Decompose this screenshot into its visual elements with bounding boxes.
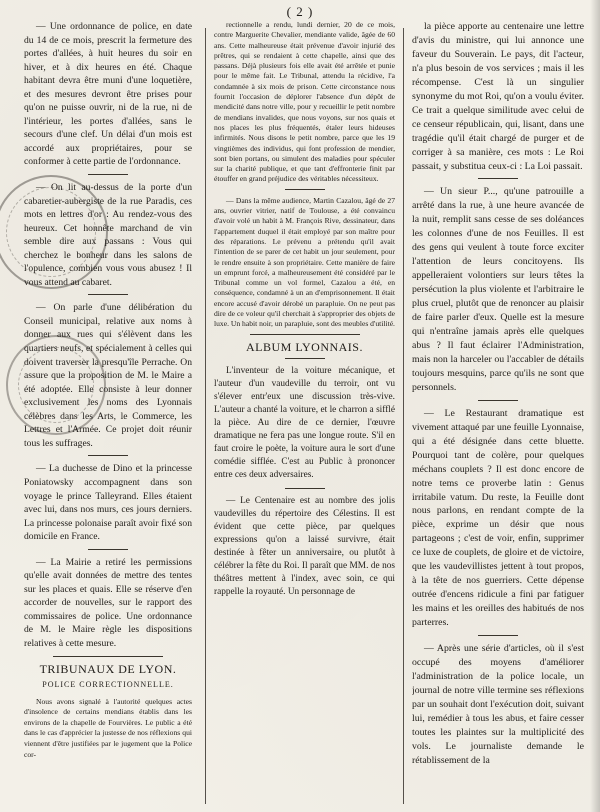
column-divider (403, 28, 404, 804)
separator-rule (88, 549, 128, 550)
separator-rule (250, 334, 360, 335)
page-number: ( 2 ) (286, 4, 314, 19)
binding-shadow (590, 0, 600, 812)
article-paragraph: — On parle d'une délibération du Conseil municipal, relative aux noms à donner aux rues qui s'élèvent dans les quartiers neufs, et spécialement à celles qui doivent traverser la presqu'île Perrache. On assure que la proposition de M. le Maire a été adoptée. Elle consiste à leur donner exclusivement les noms des Lyonnais célèbres dans les Arts, le Commerce, les Lettres et l'Armée. Ce projet doit réunir tous les suffrages. (24, 302, 192, 449)
column-3 (412, 20, 584, 808)
section-heading: TRIBUNAUX DE LYON. (39, 661, 177, 676)
article-paragraph: — Dans la même audience, Martin Cazalou, âgé de 27 ans, ouvrier vitrier, natif de Toulouse, a été convaincu d'avoir volé un habit à M. François Rive, dessinateur, dans l'appartement duquel il était employé par son maître pour des réparations. Le prévenu a prétendu qu'il avait l'intention de se parer de cet habit un jour seulement, pour le rendre ensuite à son propriétaire. Cette manière de faire un emprunt forcé, a malheureusement été considéré par le Tribunal comme un vol formel, Cazalou a été, en conséquence, condamné à un an d'emprisonnement. Il était encore accusé d'avoir dérobé un parapluie. On ne peut pas dire de ce voleur qu'il cherchait à s'approprier des objets de luxe. Un habit noir, un parapluie, sont des meubles d'utilité. (214, 195, 395, 329)
separator-rule (88, 294, 128, 295)
column-1 (24, 20, 192, 808)
article-paragraph: L'inventeur de la voiture mécanique, et l'auteur d'un vaudeville du terroir, ont vu s'élever entr'eux une discussion très-vive. L'auteur a chanté la voiture, et le charron a sifflé la pièce. Au dire de ce dernier, l'œuvre dramatique ne fera pas une longue route. S'il en faut croire le poète, la voiture aura le sort d'une comédie sifflée. C'est au Public à prononcer entre ces deux adversaires. (214, 365, 395, 481)
separator-rule (478, 400, 518, 401)
separator-rule (285, 358, 325, 359)
separator-rule (53, 656, 163, 657)
section-heading: ALBUM LYONNAIS. (246, 339, 363, 354)
separator-rule (285, 189, 325, 190)
article-paragraph: — Une ordonnance de police, en date du 14 de ce mois, prescrit la fermeture des portes d'allées, à huit heures du soir en hiver, et à dix heures en été. Chaque habitant devra être muni d'une loquetière, et des mesures devront être prises pour qu'on ne puisse ouvrir, ni de la rue, ni de l'intérieur, les portes d'allées, sans le secours d'une clef. Un délai d'un mois est accordé aux propriétaires, pour se conformer à cette partie de l'ordonnance. (24, 21, 192, 168)
article-paragraph: Nous avons signalé à l'autorité quelques actes d'insolence de certains mendians établis dans les environs de la chapelle de Fourvières. Le public a été dans le cas d'apprécier la justesse de nos réflexions qui viennent d'être justifiées par le jugement que la Police cor- (24, 696, 192, 759)
separator-rule (478, 178, 518, 179)
article-paragraph: la pièce apporte au centenaire une lettre d'avis du ministre, qui lui annonce une faveur du Souverain. Le pays, dit l'acteur, n'a plus besoin de vos services ; mais il les récompense. C'est là un singulier synonyme du mot Roi, qu'on a voulu éviter. Ce trait a quelque similitude avec celui de ce censeur républicain, qui, lisant, dans une tragédie qu'il était chargé de purger et de corriger à sa manière, ces mots : Le Roi passait, y substitua ceux-ci : La Loi passait. (412, 21, 584, 172)
section-subheading: POLICE CORRECTIONNELLE. (42, 680, 174, 690)
article-paragraph: — Le Restaurant dramatique est vivement attaqué par une feuille Lyonnaise, qui a été désignée dans cette bluette. Pourquoi tant de colère, pour quelques méchans couplets ? Il est donc encore de notre tems ce proverbe latin : Genus irritabile vatum. Du reste, la Feuille dont nous parlons, en rendant compte de la pièce, exprime un désir que nous partageons ; c'est de voir, enfin, supprimer ce luxe de couplets, de gloire et de victoire, que les vaudevillistes jettent à tout propos, à la tête de nos guerriers. Cette dépense outrée d'encens ridicule a fini par fatiguer les mains et les oreilles des habitués de nos parterres. (412, 407, 584, 629)
article-paragraph: — Le Centenaire est au nombre des jolis vaudevilles du répertoire des Célestins. Il est évident que cette pièce, par quelques expressions qu'on a laissé survivre, était destinée à fêter un anniversaire, ou plutôt à célébrer la fête du Roi. Il paraît que MM. de nos théâtres mettent à l'index, avec soin, ce qui rappelle la royauté. Un personnage de (214, 495, 395, 598)
column-divider (205, 28, 206, 804)
separator-rule (88, 455, 128, 456)
article-paragraph: — La duchesse de Dino et la princesse Poniatowsky accompagnent dans son voyage le prince Talleyrand. Elles étaient avec lui, dans nos murs, ces jours derniers. La princesse polonaise paraît avoir fixé son domicile en France. (24, 463, 192, 543)
article-paragraph: — Un sieur P..., qu'une patrouille a arrêté dans la rue, à une heure avancée de la nuit, remplit sans cesse de ses doléances les colonnes d'une de nos Feuilles. Il est des gens qui veulent à toute force exciter l'attention de leurs concitoyens. Ils appelleraient volontiers sur leurs têtes la persécution la plus violente et l'arbitraire le plus cruel, plutôt que de renoncer au plaisir de faire parler d'eux. Quelle est la mesure qui n'entraîne jamais après elle quelques abus ? Il faut éclairer l'Administration, mais non la harceler ou l'accabler de détails toujours mesquins, parce qu'ils ne sont que personnels. (412, 186, 584, 393)
separator-rule (285, 488, 325, 489)
article-paragraph: rectionnelle a rendu, lundi dernier, 20 de ce mois, contre Marguerite Chevalier, mendiante valide, âgée de 60 ans. Cette malheureuse était prévenue d'avoir injurié des prêtres, qui se rendaient à cette chapelle, ainsi que des passans. Déjà plusieurs fois elle avait été arrêtée et punie pour le même fait. Le Tribunal, attendu la récidive, l'a condamnée à six mois de prison. Cette circonstance nous fournit l'occasion de déplorer l'absence d'un dépôt de mendicité dans notre ville, pour y recueillir le petit nombre de mendians invalides, que nous voyons, sur nos quais et nos places les plus fréquentés, étaler leurs hideuses infirmités. Nous disons le petit nombre, parce que les 19 vingtièmes des individus, qui font profession de mendier, sont bien portans, ou simulent des maladies pour spéculer sur la charité publique, et que tant d'effronterie finit par étouffer en grand préjudice des véritables nécessiteux. (214, 20, 395, 184)
article-paragraph: — La Mairie a retiré les permissions qu'elle avait données de mettre des tentes sur les places et quais. Elle se réserve d'en accorder de nouvelles, sur le rapport des commissaires de police. Une ordonnance de M. le Maire règle les dispositions relatives à cette mesure. (24, 556, 192, 649)
column-2 (214, 20, 395, 808)
article-paragraph: — Après une série d'articles, où il s'est occupé des moyens d'améliorer l'administration de la police locale, un journal de notre ville termine ses réflexions par un souhait dont l'exécution doit, suivant lui, remédier à tous les abus, et faire cesser toutes les plaintes sur la multiplicité des vols. Le journaliste demande le rétablissement de la (412, 643, 584, 766)
separator-rule (88, 174, 128, 175)
article-paragraph: — On lit au-dessus de la porte d'un cabaretier-aubergiste de la rue Paradis, ces mots en lettres d'or : Au rendez-vous des heureux. Cet honnête marchand de vin semble dire aux passans : Vous qui cherchez le bonheur dans les salons de l'opulence, combien vous vous abusez ! Il vous attend au cabaret. (24, 182, 192, 288)
separator-rule (478, 635, 518, 636)
